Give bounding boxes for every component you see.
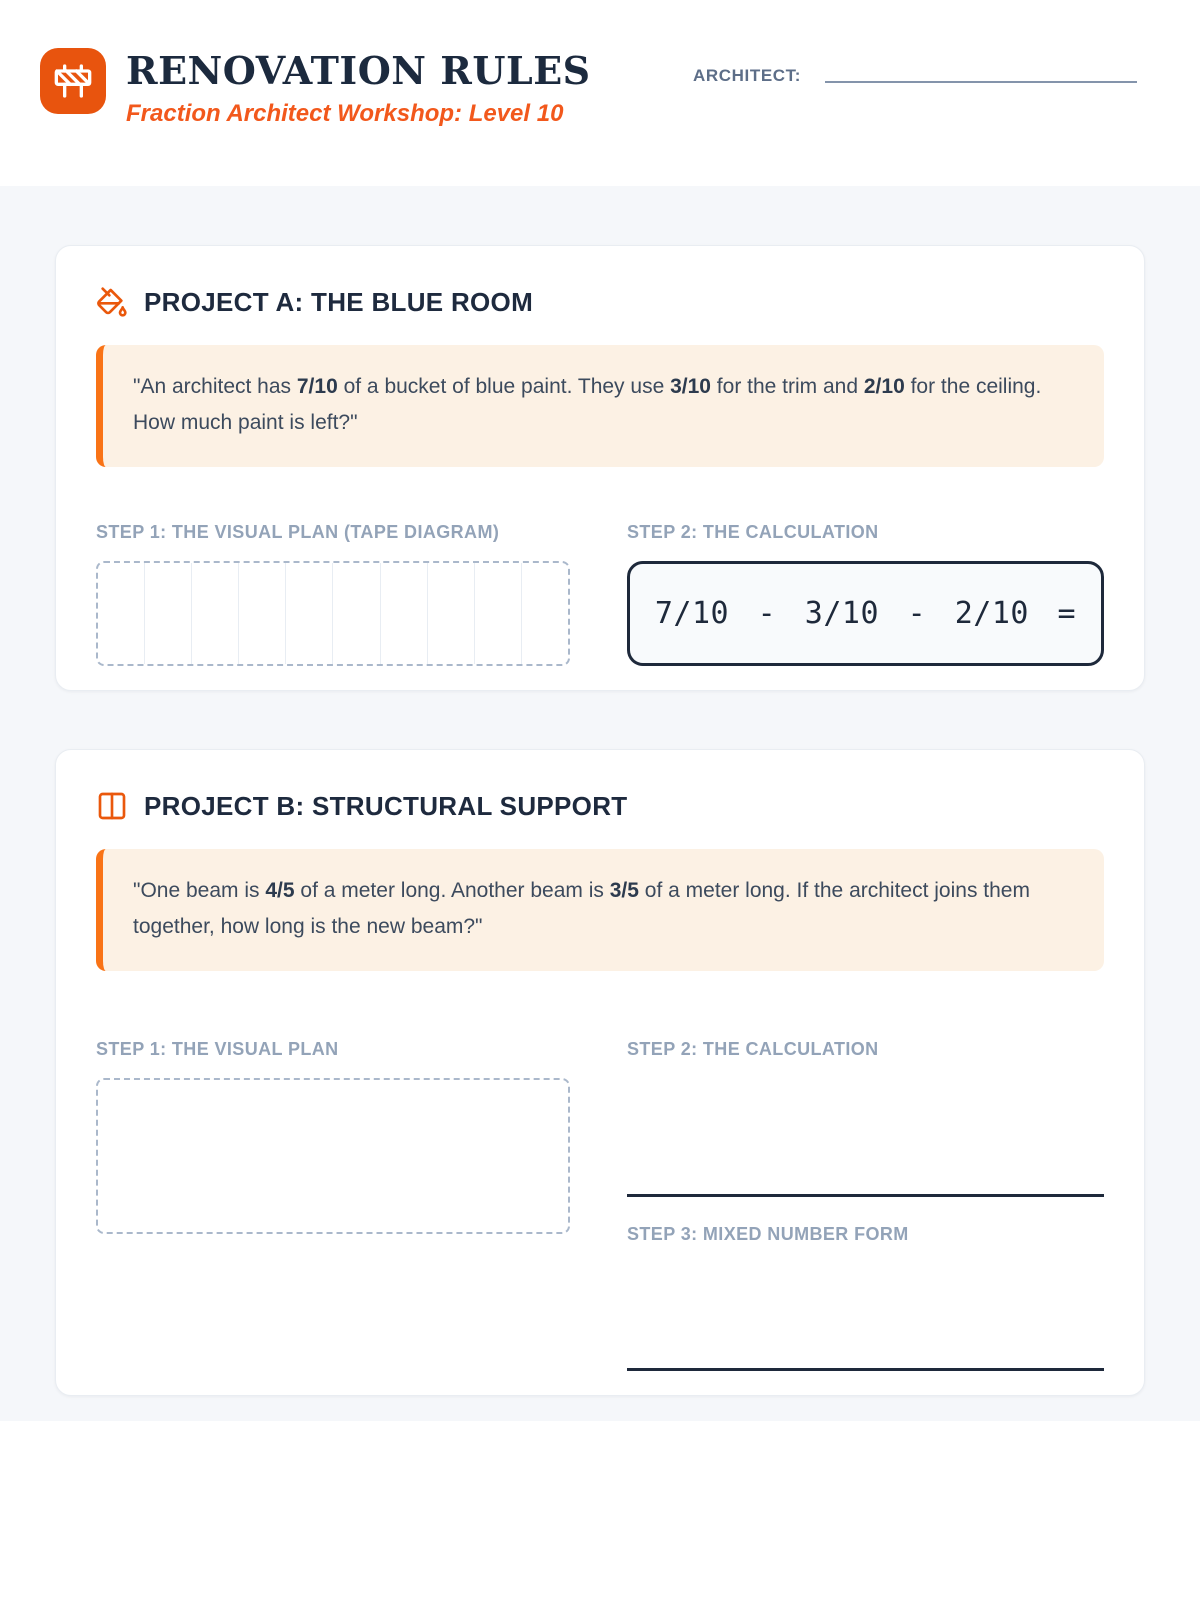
page-title: RENOVATION RULES (126, 48, 591, 93)
brand (40, 48, 591, 128)
tape-cell[interactable] (239, 563, 286, 664)
project-a-title: PROJECT A: THE BLUE ROOM (144, 286, 534, 317)
project-a-step2-label: STEP 2: THE CALCULATION (627, 522, 879, 542)
tape-diagram[interactable] (96, 561, 570, 666)
project-a-step1-label: STEP 1: THE VISUAL PLAN (TAPE DIAGRAM) (96, 522, 500, 542)
page-subtitle: Fraction Architect Workshop: Level 10 (126, 99, 564, 127)
project-a-step2-column (627, 522, 1104, 666)
project-a-problem-statement: "An architect has 7/10 of a bucket of blue paint. They use 3/10 for the trim and 2/10 for the ceiling. How much paint is left?" (96, 345, 1104, 467)
calculation-write-area[interactable] (627, 1078, 1104, 1194)
paint-bucket-icon (96, 286, 128, 318)
project-b-step1-label: STEP 1: THE VISUAL PLAN (96, 1039, 339, 1059)
architect-field (693, 48, 1137, 92)
tape-cell[interactable] (145, 563, 192, 664)
columns-icon (96, 790, 128, 822)
mixed-number-write-area[interactable] (627, 1263, 1104, 1368)
project-a-card (55, 245, 1145, 691)
worksheet-body (0, 186, 1200, 1421)
title-block (126, 48, 591, 128)
visual-plan-box[interactable] (96, 1078, 570, 1234)
tape-cell[interactable] (475, 563, 522, 664)
architect-name-line[interactable] (825, 81, 1137, 83)
project-a-steps (96, 522, 1104, 666)
calculation-box[interactable] (627, 561, 1104, 666)
tape-cell[interactable] (98, 563, 145, 664)
tape-cell[interactable] (192, 563, 239, 664)
equation-text: 7/10 - 3/10 - 2/10 = (654, 596, 1077, 631)
project-b-card (55, 749, 1145, 1396)
project-a-step1-column (96, 522, 570, 666)
mixed-number-answer-line[interactable] (627, 1368, 1104, 1371)
project-b-steps (96, 1039, 1104, 1371)
project-b-step1-column (96, 1039, 570, 1371)
project-a-title-row (96, 286, 1104, 318)
project-b-step2-label: STEP 2: THE CALCULATION (627, 1039, 879, 1059)
tape-cell[interactable] (286, 563, 333, 664)
tape-cell[interactable] (333, 563, 380, 664)
construction-barricade-icon (40, 48, 106, 114)
architect-label: ARCHITECT: (693, 66, 801, 85)
project-b-problem-statement: "One beam is 4/5 of a meter long. Another beam is 3/5 of a meter long. If the architect joins them together, how long is the new beam?" (96, 849, 1104, 971)
project-b-step3-label: STEP 3: MIXED NUMBER FORM (627, 1224, 909, 1244)
project-b-title-row (96, 790, 1104, 822)
project-b-title: PROJECT B: STRUCTURAL SUPPORT (144, 790, 628, 821)
tape-cell[interactable] (381, 563, 428, 664)
tape-cell[interactable] (428, 563, 475, 664)
tape-cell[interactable] (522, 563, 568, 664)
header (0, 0, 1200, 186)
project-b-right-column (627, 1039, 1104, 1371)
